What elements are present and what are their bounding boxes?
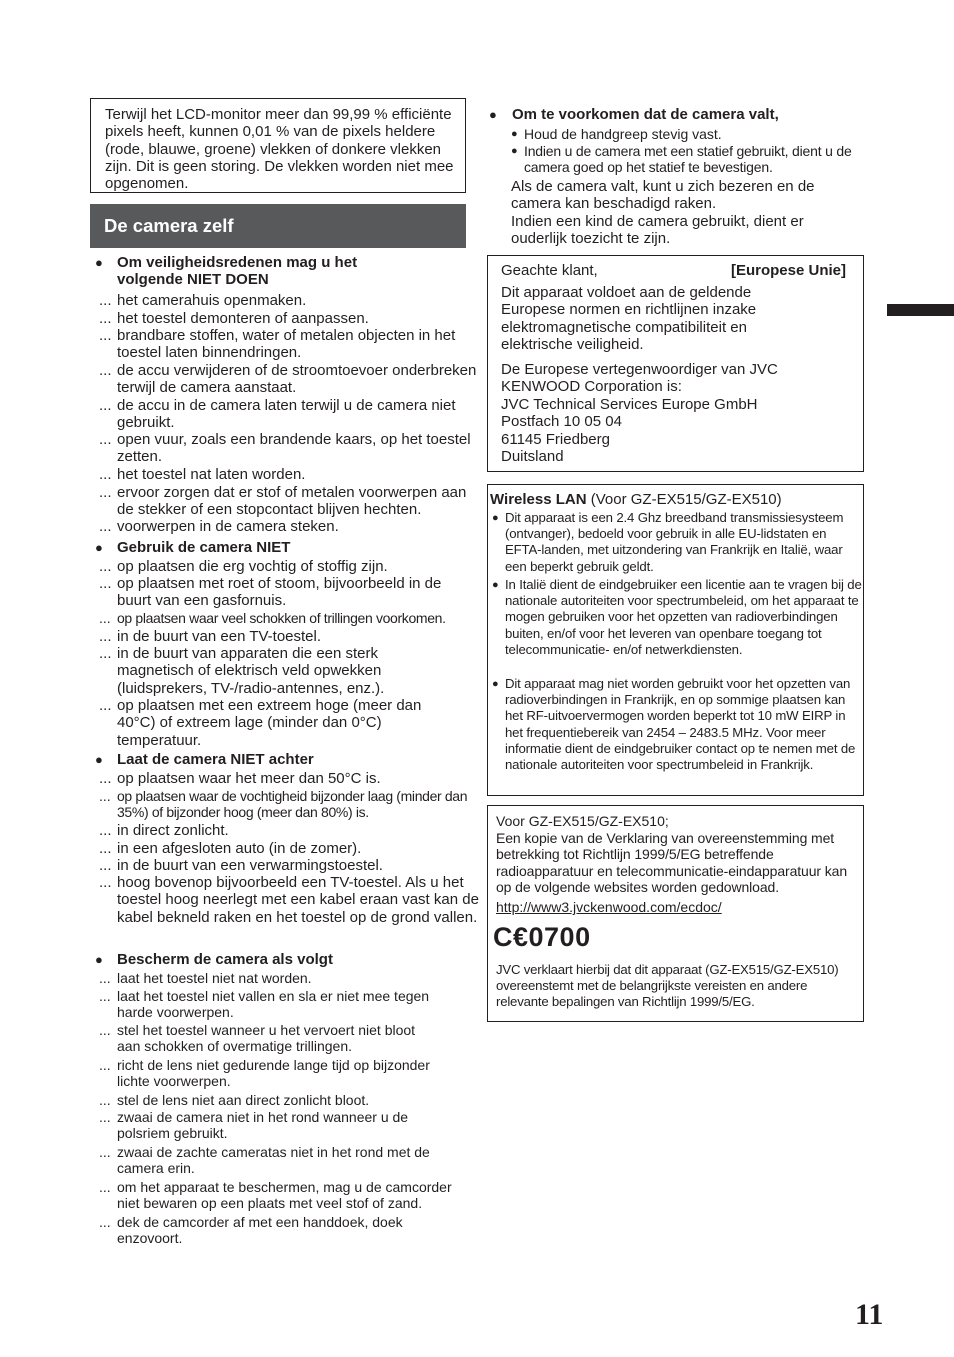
eu-address-line: JVC Technical Services Europe GmbH <box>501 396 758 413</box>
falling-text-2: Indien een kind de camera gebruikt, dient er ouderlijk toezicht te zijn. <box>511 213 804 248</box>
eu-tag: [Europese Unie] <box>730 262 846 279</box>
page-number: 11 <box>855 1298 884 1331</box>
declaration-box <box>487 805 864 1022</box>
safety-heading: Om veiligheidsredenen mag u het volgende NIET DOEN <box>117 254 358 289</box>
bullet-icon: ● <box>95 952 103 967</box>
bullet-icon: ● <box>95 752 103 767</box>
doc-models: Voor GZ-EX515/GZ-EX510; <box>496 813 669 829</box>
eu-greeting: Geachte klant, <box>501 262 598 279</box>
wlan-box: Wireless LAN (Voor GZ-EX515/GZ-EX510) ● Dit apparaat is een 2.4 Ghz breedband transmissiesysteem (ontvanger), bedoeld voor gebruik in alle EU-lidstaten en EFTA-landen, met uitzondering van Frankrijk en Italië, waar een beperkt gebruik geldt. ● In Italië dient de eindgebruiker een licentie aan te vragen bij de nationale autoriteiten voor spectrumbeleid, om het apparaat te mogen gebruiken voor het opzetten van radioverbindingen buiten, en/of voor het leveren van openbare toegang tot telecommunicatie- en/of netwerkdiensten. ● Dit apparaat mag niet worden gebruikt voor het opzetten van radioverbindingen in Frankrijk, en op sommige plaatsen kan het RF-uitvoervermogen worden beperkt tot 10 mW EIRP in het frequentiebereik van 2454 – 2483.5 MHz. Voor meer informatie dient de eindgebruiker contact op te nemen met de nationale autoriteiten voor spectrumbeleid in Frankrijk. <box>487 484 864 796</box>
section-title: De camera zelf <box>104 215 234 236</box>
eu-address-line: Duitsland <box>501 448 564 465</box>
eu-box <box>487 255 864 472</box>
falling-text-1: Als de camera valt, kunt u zich bezeren en de camera kan beschadigd raken. <box>511 178 815 213</box>
tab-marker <box>887 304 954 316</box>
wlan-models: (Voor GZ-EX515/GZ-EX510) <box>590 491 782 508</box>
use-not-heading: Gebruik de camera NIET <box>117 539 291 556</box>
doc-statement: JVC verklaart hierbij dat dit apparaat (GZ-EX515/GZ-EX510) overeenstemt met de belangrijkste vereisten en andere relevante bepalingen van Richtlijn 1999/5/EG. <box>496 962 839 1010</box>
bullet-icon: ● <box>95 255 103 270</box>
bullet-icon: ● <box>95 540 103 555</box>
doc-link[interactable]: http://www3.jvckenwood.com/ecdoc/ <box>496 899 722 915</box>
doc-text: Een kopie van de Verklaring van overeenstemming met betrekking tot Richtlijn 1999/5/EG betreffende radioapparatuur en telecommunicatie-eindapparatuur kan op de volgende websites worden gedownload. <box>496 830 848 895</box>
eu-rep-intro: De Europese vertegenwoordiger van JVC KENWOOD Corporation is: <box>501 361 778 396</box>
protect-heading: Bescherm de camera als volgt <box>117 951 333 968</box>
wlan-heading <box>490 491 860 508</box>
eu-address-line: Postfach 10 05 04 <box>501 413 622 430</box>
falling-heading: Om te voorkomen dat de camera valt, <box>512 106 779 123</box>
eu-address-line: 61145 Friedberg <box>501 431 610 448</box>
leave-not-heading: Laat de camera NIET achter <box>117 751 314 768</box>
section-heading <box>90 204 466 248</box>
eu-text: Dit apparaat voldoet aan de geldende Europese normen en richtlijnen inzake elektromagnetische compatibiliteit en elektrische veiligheid. <box>501 284 757 353</box>
wlan-title: Wireless LAN <box>490 491 587 508</box>
ce-mark: C€0700 <box>493 922 591 952</box>
lcd-note-box <box>90 98 466 193</box>
bullet-icon: ● <box>489 107 497 122</box>
lcd-note-text: Terwijl het LCD-monitor meer dan 99,99 % efficiënte pixels heeft, kunnen 0,01 % van de pixels heldere (rode, blauwe, groene) vlekken of donkere vlekken zijn. Dit is geen storing. De vlekken worden niet mee opgenomen. <box>105 106 454 193</box>
